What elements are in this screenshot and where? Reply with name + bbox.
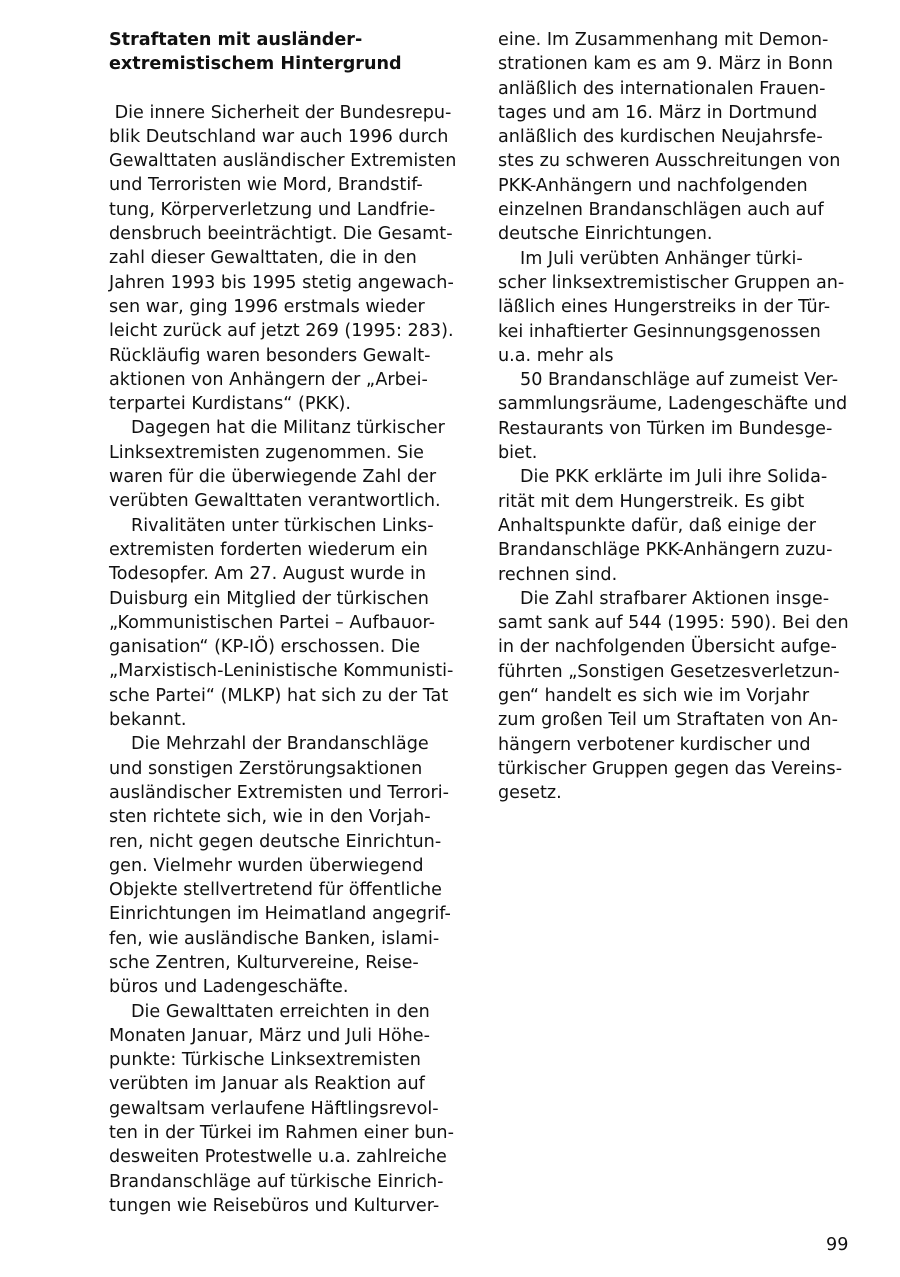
text-line: Die innere Sicherheit der Bundesrepu- (109, 102, 452, 123)
text-line: extremisten forderten wiederum ein (109, 539, 428, 560)
left-paragraphs (109, 101, 467, 1219)
text-line: samt sank auf 544 (1995: 590). Bei den (498, 613, 849, 634)
text-line: sen war, ging 1996 erstmals wieder (109, 296, 425, 317)
text-line: desweiten Protestwelle u.a. zahlreiche (109, 1147, 447, 1168)
text-line: gen. Vielmehr wurden überwiegend (109, 855, 424, 876)
text-line: zum großen Teil um Straftaten von An- (498, 710, 838, 731)
text-line: anläßlich des internationalen Frauen- (498, 78, 826, 99)
paragraph (109, 416, 467, 513)
right-paragraphs (498, 28, 850, 806)
paragraph (109, 732, 467, 999)
text-line: sten richtete sich, wie in den Vorjah- (109, 807, 431, 828)
text-line: Todesopfer. Am 27. August wurde in (109, 564, 427, 585)
paragraph (109, 514, 467, 733)
paragraph (109, 101, 467, 417)
text-line: hängern verbotener kurdischer und (498, 734, 811, 755)
text-line: Rivalitäten unter türkischen Links- (131, 515, 434, 536)
paragraph (498, 368, 850, 465)
text-line: Einrichtungen im Heimatland angegrif- (109, 904, 451, 925)
text-line: scher linksextremistischer Gruppen an- (498, 272, 845, 293)
text-line: kei inhaftierter Gesinnungsgenossen (498, 321, 821, 342)
text-line: leicht zurück auf jetzt 269 (1995: 283). (109, 321, 454, 342)
text-line: Dagegen hat die Militanz türkischer (131, 418, 445, 439)
text-line: biet. (498, 443, 538, 464)
heading-line: extremistischem Hintergrund (109, 54, 402, 75)
right-column (498, 28, 850, 806)
text-line: führten „Sonstigen Gesetzesverletzun- (498, 661, 840, 682)
text-line: anläßlich des kurdischen Neujahrsfe- (498, 127, 823, 148)
text-line: ganisation“ (KP-IÖ) erschossen. Die (109, 637, 421, 658)
text-line: blik Deutschland war auch 1996 durch (109, 126, 449, 147)
text-line: Rückläufig waren besonders Gewalt- (109, 345, 431, 366)
text-line: Im Juli verübten Anhänger türki- (520, 248, 803, 269)
text-line: Brandanschläge auf türkische Einrich- (109, 1171, 444, 1192)
text-line: aktionen von Anhängern der „Arbei- (109, 369, 428, 390)
text-line: zahl dieser Gewalttaten, die in den (109, 248, 417, 269)
text-line: Brandanschläge PKK-Anhängern zuzu- (498, 540, 833, 561)
text-line: „Kommunistischen Partei – Aufbauor- (109, 612, 436, 633)
text-line: 50 Brandanschläge auf zumeist Ver- (520, 370, 839, 391)
text-line: tages und am 16. März in Dortmund (498, 102, 818, 123)
text-line: deutsche Einrichtungen. (498, 224, 713, 245)
text-line: Jahren 1993 bis 1995 stetig angewach- (109, 272, 454, 293)
text-line: Gewalttaten ausländischer Extremisten (109, 151, 457, 172)
text-line: terpartei Kurdistans“ (PKK). (109, 394, 352, 415)
text-line: waren für die überwiegende Zahl der (109, 467, 437, 488)
text-line: in der nachfolgenden Übersicht aufge- (498, 637, 837, 658)
text-line: büros und Ladengeschäfte. (109, 977, 349, 998)
text-line: Die Zahl strafbarer Aktionen insge- (520, 588, 830, 609)
text-line: stes zu schweren Ausschreitungen von (498, 151, 841, 172)
text-line: sche Zentren, Kulturvereine, Reise- (109, 952, 419, 973)
paragraph (498, 587, 850, 806)
text-line: bekannt. (109, 710, 187, 731)
section-heading (109, 28, 467, 77)
left-column (109, 28, 467, 1218)
text-line: rität mit dem Hungerstreik. Es gibt (498, 491, 805, 512)
text-line: verübten im Januar als Reaktion auf (109, 1074, 425, 1095)
text-line: Objekte stellvertretend für öffentliche (109, 880, 442, 901)
text-line: ausländischer Extremisten und Terrori- (109, 782, 450, 803)
text-line: verübten Gewalttaten verantwortlich. (109, 491, 441, 512)
text-line: punkte: Türkische Linksextremisten (109, 1050, 421, 1071)
text-line: ren, nicht gegen deutsche Einrichtun- (109, 831, 442, 852)
text-line: rechnen sind. (498, 564, 618, 585)
text-line: sammlungsräume, Ladengeschäfte und (498, 394, 848, 415)
text-line: eine. Im Zusammenhang mit Demon- (498, 30, 829, 50)
text-line: Anhaltspunkte dafür, daß einige der (498, 515, 816, 536)
text-line: PKK-Anhängern und nachfolgenden (498, 175, 808, 196)
text-line: gesetz. (498, 783, 562, 804)
text-line: densbruch beeinträchtigt. Die Gesamt- (109, 224, 453, 245)
text-line: strationen kam es am 9. März in Bonn (498, 54, 834, 75)
text-line: Die PKK erklärte im Juli ihre Solida- (520, 467, 828, 488)
text-line: fen, wie ausländische Banken, islami- (109, 928, 440, 949)
text-line: tung, Körperverletzung und Landfrie- (109, 199, 436, 220)
text-line: sche Partei“ (MLKP) hat sich zu der Tat (109, 685, 449, 706)
text-line: u.a. mehr als (498, 345, 614, 366)
text-line: gen“ handelt es sich wie im Vorjahr (498, 686, 810, 707)
text-line: einzelnen Brandanschlägen auch auf (498, 200, 824, 221)
heading-line: Straftaten mit ausländer- (109, 30, 363, 50)
text-line: Duisburg ein Mitglied der türkischen (109, 588, 429, 609)
text-line: und Terroristen wie Mord, Brandstif- (109, 175, 423, 196)
page-number: 99 (826, 1235, 849, 1255)
text-line: und sonstigen Zerstörungsaktionen (109, 758, 423, 779)
text-line: Restaurants von Türken im Bundesge- (498, 418, 833, 439)
paragraph (498, 28, 850, 247)
text-line: tungen wie Reisebüros und Kulturver- (109, 1195, 440, 1216)
text-line: Die Gewalttaten erreichten in den (131, 1001, 430, 1022)
paragraph (498, 247, 850, 368)
text-line: Die Mehrzahl der Brandanschläge (131, 734, 429, 755)
text-line: türkischer Gruppen gegen das Vereins- (498, 758, 843, 779)
paragraph (498, 465, 850, 586)
paragraph (109, 1000, 467, 1219)
text-line: läßlich eines Hungerstreiks in der Tür- (498, 297, 831, 318)
text-line: Monaten Januar, März und Juli Höhe- (109, 1025, 430, 1046)
text-line: „Marxistisch-Leninistische Kommunisti- (109, 661, 454, 682)
text-line: ten in der Türkei im Rahmen einer bun- (109, 1123, 454, 1144)
text-line: gewaltsam verlaufene Häftlingsrevol- (109, 1098, 439, 1119)
text-line: Linksextremisten zugenommen. Sie (109, 442, 424, 463)
